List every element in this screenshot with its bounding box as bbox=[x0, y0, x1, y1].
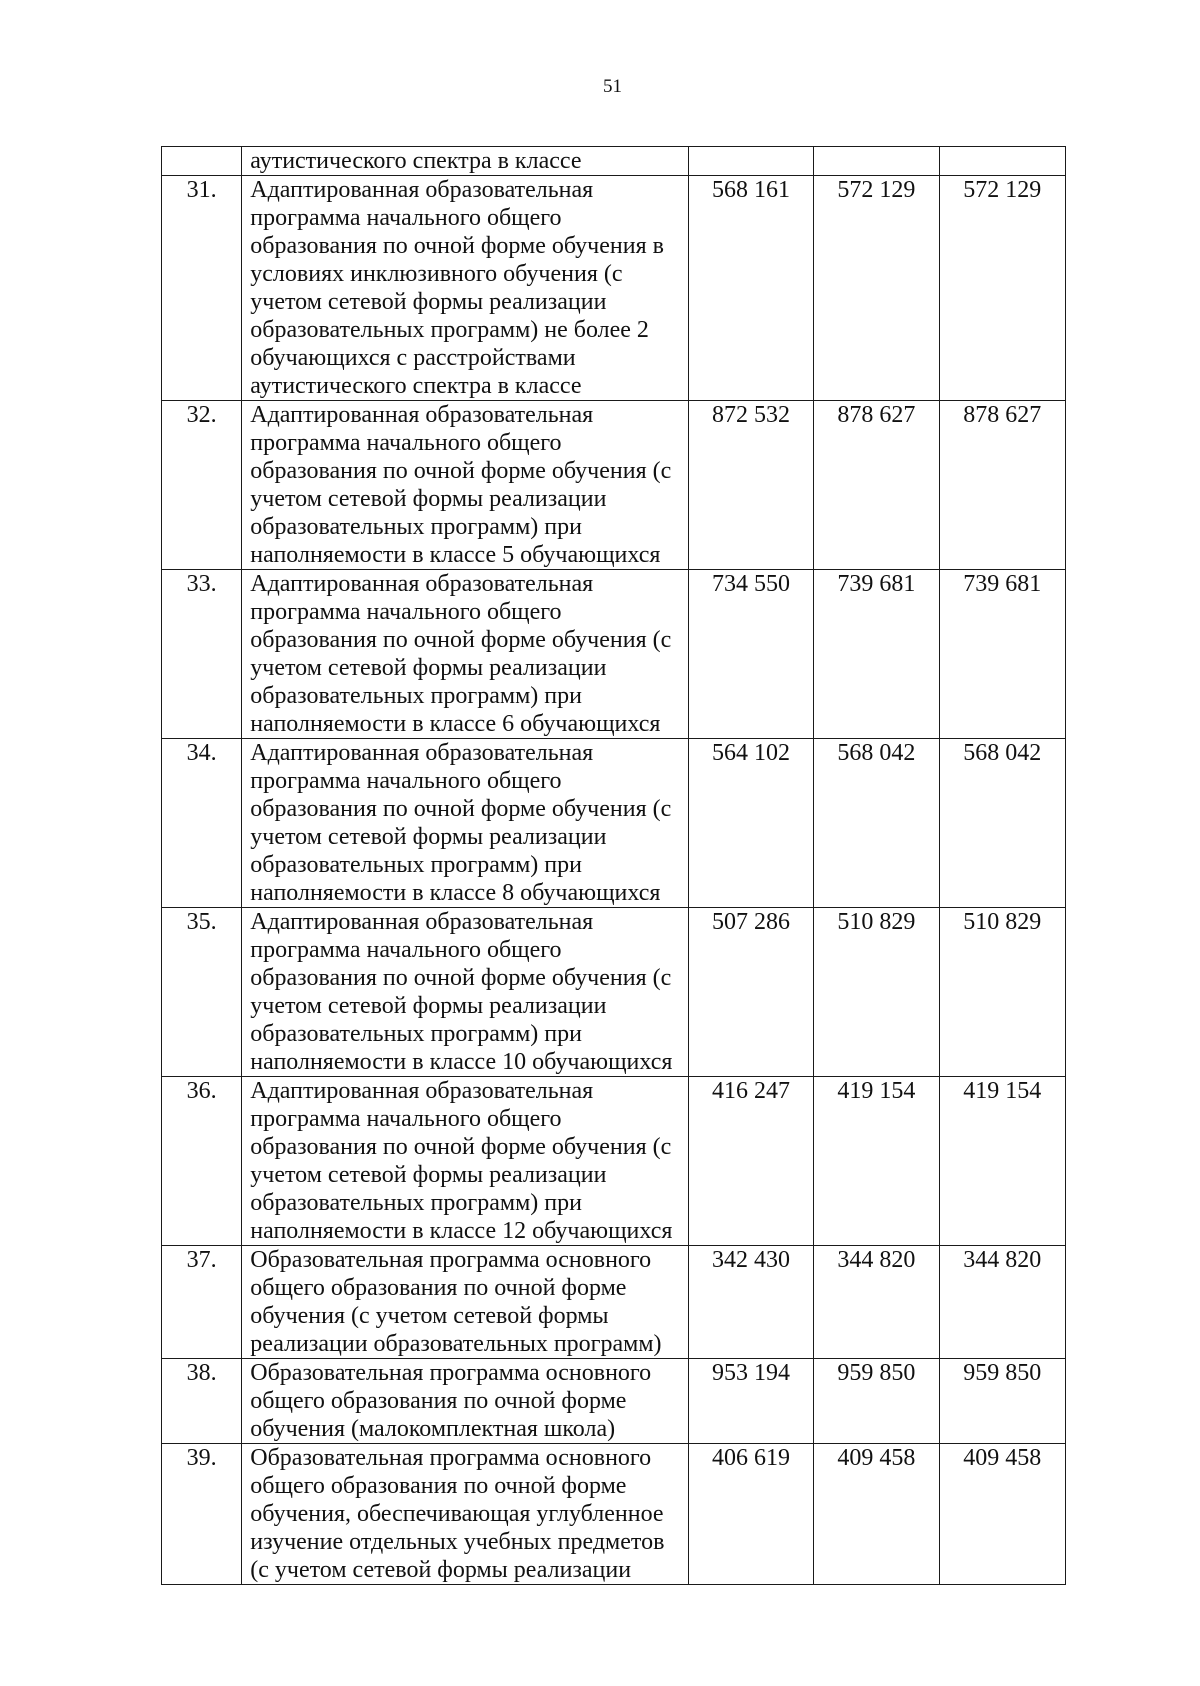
row-number: 38. bbox=[162, 1359, 242, 1444]
table-row bbox=[162, 739, 1066, 908]
row-value-1: 342 430 bbox=[688, 1246, 813, 1359]
row-value-2: 739 681 bbox=[814, 570, 939, 739]
row-value-2: 959 850 bbox=[814, 1359, 939, 1444]
row-description: Образовательная программа основного общего образования по очной форме обучения (малокомплектная школа) bbox=[242, 1359, 688, 1444]
table-row bbox=[162, 1359, 1066, 1444]
row-value-3: 959 850 bbox=[939, 1359, 1065, 1444]
row-value-1: 953 194 bbox=[688, 1359, 813, 1444]
table-row bbox=[162, 1246, 1066, 1359]
row-number: 33. bbox=[162, 570, 242, 739]
row-description: аутистического спектра в классе bbox=[242, 147, 688, 176]
row-number: 37. bbox=[162, 1246, 242, 1359]
row-description: Адаптированная образовательная программа начального общего образования по очной форме обучения (с учетом сетевой формы реализации образовательных программ) при наполняемости в классе 5 обучающихся bbox=[242, 401, 688, 570]
table-row bbox=[162, 176, 1066, 401]
row-description: Адаптированная образовательная программа начального общего образования по очной форме обучения (с учетом сетевой формы реализации образовательных программ) при наполняемости в классе 6 обучающихся bbox=[242, 570, 688, 739]
row-value-3: 344 820 bbox=[939, 1246, 1065, 1359]
row-value-2: 510 829 bbox=[814, 908, 939, 1077]
row-value-1: 406 619 bbox=[688, 1444, 813, 1585]
row-number: 34. bbox=[162, 739, 242, 908]
row-description: Образовательная программа основного общего образования по очной форме обучения (с учетом сетевой формы реализации образовательных программ) bbox=[242, 1246, 688, 1359]
row-value-1: 416 247 bbox=[688, 1077, 813, 1246]
row-value-3: 409 458 bbox=[939, 1444, 1065, 1585]
row-value-2: 572 129 bbox=[814, 176, 939, 401]
row-description: Адаптированная образовательная программа начального общего образования по очной форме обучения (с учетом сетевой формы реализации образовательных программ) при наполняемости в классе 12 обучающихся bbox=[242, 1077, 688, 1246]
row-description: Образовательная программа основного общего образования по очной форме обучения, обеспечивающая углубленное изучение отдельных учебных предметов (с учетом сетевой формы реализации bbox=[242, 1444, 688, 1585]
table-row bbox=[162, 908, 1066, 1077]
table-row bbox=[162, 570, 1066, 739]
row-number: 32. bbox=[162, 401, 242, 570]
row-value-1: 734 550 bbox=[688, 570, 813, 739]
row-number: 39. bbox=[162, 1444, 242, 1585]
row-value-1 bbox=[688, 147, 813, 176]
row-value-2: 409 458 bbox=[814, 1444, 939, 1585]
row-description: Адаптированная образовательная программа начального общего образования по очной форме обучения (с учетом сетевой формы реализации образовательных программ) при наполняемости в классе 10 обучающихся bbox=[242, 908, 688, 1077]
row-value-2: 878 627 bbox=[814, 401, 939, 570]
row-description: Адаптированная образовательная программа начального общего образования по очной форме обучения (с учетом сетевой формы реализации образовательных программ) при наполняемости в классе 8 обучающихся bbox=[242, 739, 688, 908]
row-value-1: 564 102 bbox=[688, 739, 813, 908]
row-value-3: 878 627 bbox=[939, 401, 1065, 570]
row-value-2: 419 154 bbox=[814, 1077, 939, 1246]
row-number bbox=[162, 147, 242, 176]
table-row bbox=[162, 1077, 1066, 1246]
row-value-1: 568 161 bbox=[688, 176, 813, 401]
row-number: 36. bbox=[162, 1077, 242, 1246]
cost-table bbox=[161, 146, 1066, 1585]
row-value-2: 568 042 bbox=[814, 739, 939, 908]
row-value-3: 572 129 bbox=[939, 176, 1065, 401]
row-value-2: 344 820 bbox=[814, 1246, 939, 1359]
table-row bbox=[162, 147, 1066, 176]
row-value-1: 872 532 bbox=[688, 401, 813, 570]
row-number: 35. bbox=[162, 908, 242, 1077]
row-value-1: 507 286 bbox=[688, 908, 813, 1077]
row-number: 31. bbox=[162, 176, 242, 401]
row-value-3: 419 154 bbox=[939, 1077, 1065, 1246]
row-value-3 bbox=[939, 147, 1065, 176]
row-value-3: 739 681 bbox=[939, 570, 1065, 739]
row-value-3: 568 042 bbox=[939, 739, 1065, 908]
page-number: 51 bbox=[603, 76, 622, 97]
row-value-3: 510 829 bbox=[939, 908, 1065, 1077]
table-row bbox=[162, 401, 1066, 570]
row-description: Адаптированная образовательная программа начального общего образования по очной форме обучения в условиях инклюзивного обучения (с учетом сетевой формы реализации образовательных программ) не более 2 обучающихся с расстройствами аутистического спектра в классе bbox=[242, 176, 688, 401]
row-value-2 bbox=[814, 147, 939, 176]
table-row bbox=[162, 1444, 1066, 1585]
